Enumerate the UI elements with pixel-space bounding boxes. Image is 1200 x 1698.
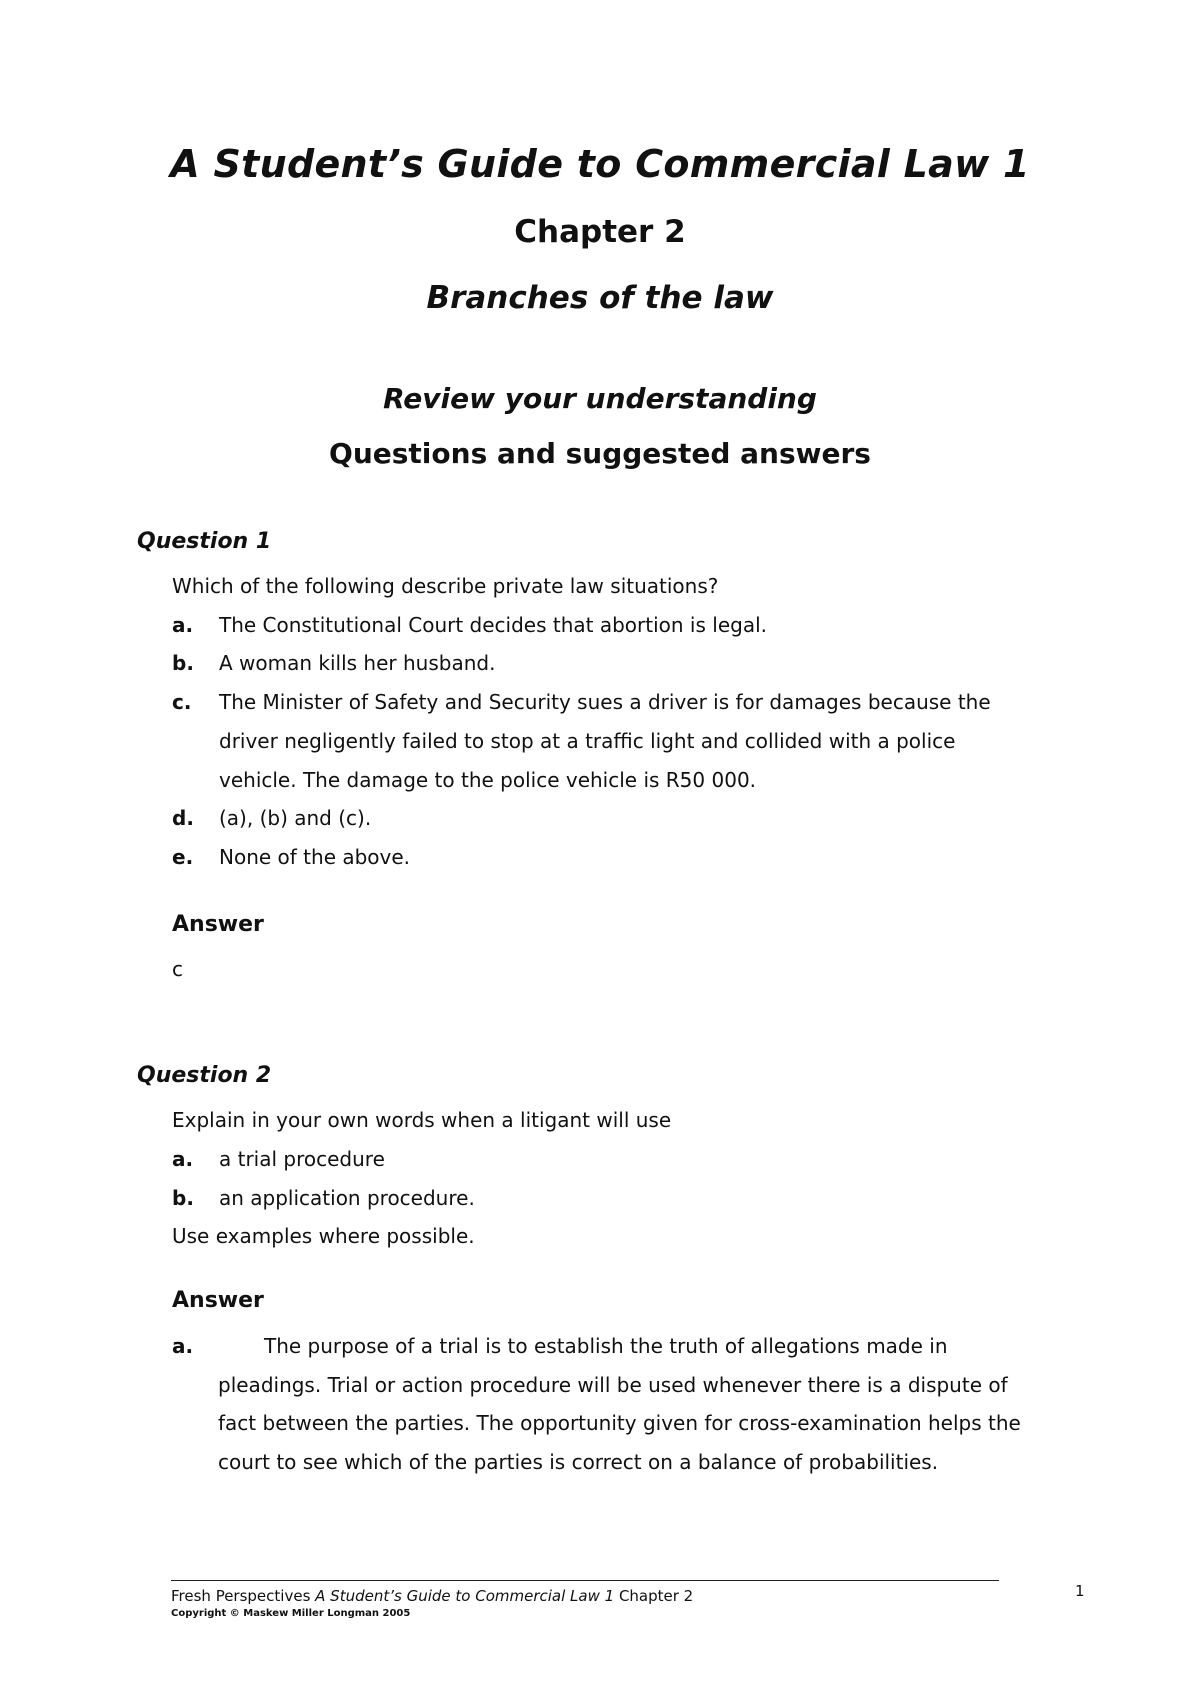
question-1-prompt: Which of the following describe private law situations?: [172, 574, 719, 598]
option-letter: c.: [172, 690, 192, 714]
question-1-option-d: [172, 806, 371, 830]
question-1-option-c-line-3: vehicle. The damage to the police vehicle is R50 000.: [219, 768, 757, 792]
document-title: A Student’s Guide to Commercial Law 1: [170, 142, 1030, 186]
footer-divider: [171, 1580, 999, 1581]
option-text: (a), (b) and (c).: [219, 806, 372, 830]
option-letter: b.: [172, 1186, 194, 1210]
option-text: None of the above.: [219, 845, 411, 869]
question-1-option-c: [172, 690, 991, 714]
footer-suffix: Chapter 2: [614, 1587, 694, 1605]
question-1-option-a: [172, 613, 767, 637]
question-2-heading: Question 2: [137, 1063, 272, 1088]
option-text: A woman kills her husband.: [219, 651, 496, 675]
answer-text: The purpose of a trial is to establish the truth of allegations made in: [264, 1334, 948, 1358]
option-text: an application procedure.: [219, 1186, 475, 1210]
question-1-heading: Question 1: [137, 529, 272, 554]
section-title: Review your understanding: [383, 382, 817, 415]
question-2-option-b: [172, 1186, 475, 1210]
option-letter: b.: [172, 651, 194, 675]
question-2-answer-heading: Answer: [172, 1288, 264, 1313]
question-1-option-e: [172, 845, 410, 869]
chapter-title: Branches of the law: [426, 280, 774, 316]
footer-prefix: Fresh Perspectives: [171, 1587, 316, 1605]
question-2-answer-a-line-3: fact between the parties. The opportunity given for cross-examination helps the: [218, 1411, 1021, 1435]
page-number: 1: [1075, 1582, 1085, 1600]
footer-copyright: Copyright © Maskew Miller Longman 2005: [171, 1608, 411, 1619]
footer-book-title: A Student’s Guide to Commercial Law 1: [315, 1587, 615, 1605]
question-2-answer-a: [172, 1334, 948, 1358]
question-1-option-b: [172, 651, 495, 675]
question-2-prompt: Explain in your own words when a litigant will use: [172, 1108, 672, 1132]
option-text: The Constitutional Court decides that abortion is legal.: [219, 613, 767, 637]
question-2-option-a: [172, 1147, 385, 1171]
option-letter: e.: [172, 845, 194, 869]
option-text: The Minister of Safety and Security sues a driver is for damages because the: [219, 690, 991, 714]
question-1-answer: c: [172, 957, 183, 981]
question-1-answer-heading: Answer: [172, 912, 264, 937]
question-1-option-c-line-2: driver negligently failed to stop at a traffic light and collided with a police: [219, 729, 956, 753]
option-letter: a.: [172, 613, 194, 637]
question-2-answer-a-line-4: court to see which of the parties is correct on a balance of probabilities.: [218, 1450, 939, 1474]
option-text: a trial procedure: [219, 1147, 385, 1171]
option-letter: d.: [172, 806, 194, 830]
answer-letter: a.: [172, 1334, 194, 1358]
question-2-answer-a-line-2: pleadings. Trial or action procedure will be used whenever there is a dispute of: [218, 1373, 1008, 1397]
section-subtitle: Questions and suggested answers: [329, 437, 871, 470]
footer-reference: [171, 1587, 693, 1605]
chapter-number: Chapter 2: [514, 214, 686, 250]
option-letter: a.: [172, 1147, 194, 1171]
question-2-note: Use examples where possible.: [172, 1224, 475, 1248]
